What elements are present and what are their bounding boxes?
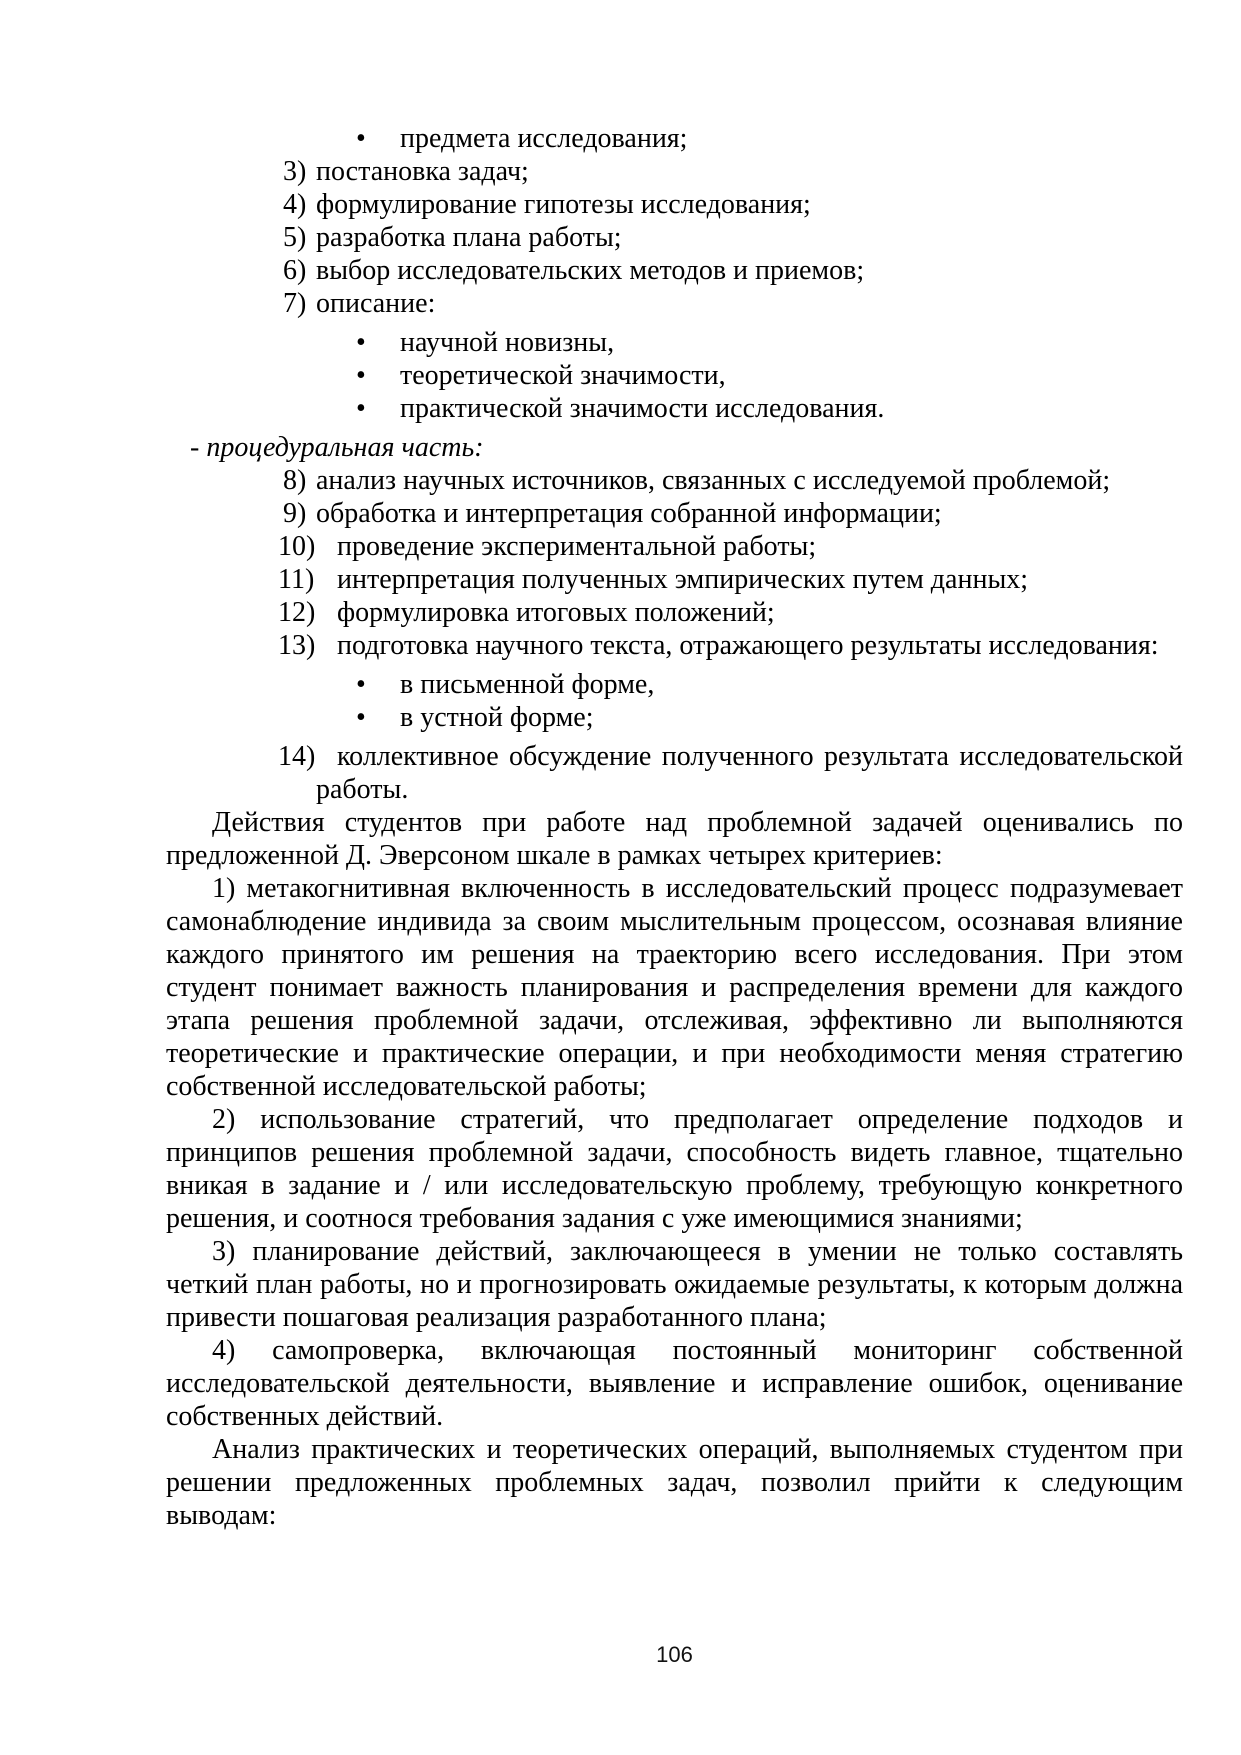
page-number: 106 bbox=[656, 1642, 693, 1667]
list-item-text: в письменной форме, bbox=[400, 669, 655, 700]
list-item-number: 13) bbox=[278, 630, 316, 661]
list-item bbox=[166, 629, 1183, 662]
list-item-text: подготовка научного текста, отражающего результаты исследования: bbox=[337, 630, 1159, 661]
list-item bbox=[166, 155, 1183, 188]
list-item bbox=[166, 188, 1183, 221]
list-item-number: 3) bbox=[283, 156, 307, 187]
list-item bbox=[166, 464, 1183, 497]
list-item-text: постановка задач; bbox=[316, 156, 529, 187]
list-item bbox=[166, 563, 1183, 596]
list-item bbox=[166, 497, 1183, 530]
paragraph-criterion-2: 2) использование стратегий, что предполагает определение подходов и принципов решения проблемной задачи, способность видеть главное, тщательно вникая в задание и / или исследовательскую проблему, требующую конкретного решения, и соотнося требования задания с уже имеющимися знаниями; bbox=[166, 1104, 1183, 1234]
numbered-list-procedural bbox=[166, 464, 1183, 662]
numbered-list-descriptive bbox=[166, 155, 1183, 320]
list-item-text: выбор исследовательских методов и приемов; bbox=[316, 255, 865, 286]
paragraph-conclusion-lead: Анализ практических и теоретических операций, выполняемых студентом при решении предложенных проблемных задач, позволил прийти к следующим выводам: bbox=[166, 1434, 1183, 1531]
list-item-number: 9) bbox=[283, 498, 307, 529]
list-item-number: 8) bbox=[283, 465, 307, 496]
list-item-number: 12) bbox=[278, 597, 316, 628]
list-item-text: разработка плана работы; bbox=[316, 222, 622, 253]
list-item-number: 5) bbox=[283, 222, 307, 253]
list-item-text: предмета исследования; bbox=[400, 123, 688, 154]
list-item bbox=[166, 668, 1183, 701]
list-item-text: проведение экспериментальной работы; bbox=[337, 531, 817, 562]
bullet-icon: • bbox=[356, 702, 366, 733]
list-item-number: 11) bbox=[278, 564, 315, 595]
section-label-procedural: - процедуральная часть: bbox=[190, 432, 484, 463]
paragraph-intro: Действия студентов при работе над проблемной задачей оценивались по предложенной Д. Эверсоном шкале в рамках четырех критериев: bbox=[166, 807, 1183, 871]
list-item-number: 14) bbox=[278, 741, 316, 772]
bullet-list-top bbox=[166, 122, 1183, 155]
bullet-icon: • bbox=[356, 327, 366, 358]
list-item bbox=[166, 221, 1183, 254]
page-content bbox=[166, 122, 1183, 1532]
bullet-icon: • bbox=[356, 360, 366, 391]
list-item bbox=[166, 392, 1183, 425]
paragraph-criterion-4: 4) самопроверка, включающая постоянный мониторинг собственной исследовательской деятельности, выявление и исправление ошибок, оценивание собственных действий. bbox=[166, 1335, 1183, 1432]
list-item-text: в устной форме; bbox=[400, 702, 594, 733]
list-item-text: формулировка итоговых положений; bbox=[337, 597, 775, 628]
list-item-text: теоретической значимости, bbox=[400, 360, 726, 391]
list-item-number: 6) bbox=[283, 255, 307, 286]
list-item-text: обработка и интерпретация собранной информации; bbox=[316, 498, 942, 529]
list-item-text: практической значимости исследования. bbox=[400, 393, 885, 424]
bullet-icon: • bbox=[356, 393, 366, 424]
list-item bbox=[166, 326, 1183, 359]
paragraph-criterion-3: 3) планирование действий, заключающееся в умении не только составлять четкий план работы, но и прогнозировать ожидаемые результаты, к которым должна привести пошаговая реализация разработанного плана; bbox=[166, 1236, 1183, 1333]
bullet-icon: • bbox=[356, 123, 366, 154]
list-item bbox=[166, 122, 1183, 155]
list-item-text: описание: bbox=[316, 288, 436, 319]
list-item bbox=[166, 701, 1183, 734]
list-item-text: коллективное обсуждение полученного результата исследовательской работы. bbox=[316, 741, 1183, 805]
list-item bbox=[166, 740, 1183, 806]
list-item bbox=[166, 287, 1183, 320]
list-item bbox=[166, 530, 1183, 563]
list-item-text: формулирование гипотезы исследования; bbox=[316, 189, 811, 220]
list-item-text: научной новизны, bbox=[400, 327, 615, 358]
bullet-list-forms bbox=[166, 668, 1183, 734]
list-item-text: анализ научных источников, связанных с исследуемой проблемой; bbox=[316, 465, 1111, 496]
list-item bbox=[166, 254, 1183, 287]
list-item bbox=[166, 359, 1183, 392]
paragraph-criterion-1: 1) метакогнитивная включенность в исследовательский процесс подразумевает самонаблюдение индивида за своим мыслительным процессом, осознавая влияние каждого принятого им решения на траекторию всего исследования. При этом студент понимает важность планирования и распределения времени для каждого этапа решения проблемной задачи, отслеживая, эффективно ли выполняются теоретические и практические операции, и при необходимости меняя стратегию собственной исследовательской работы; bbox=[166, 873, 1183, 1102]
list-item bbox=[166, 596, 1183, 629]
list-item-text: интерпретация полученных эмпирических путем данных; bbox=[337, 564, 1029, 595]
bullet-list-description bbox=[166, 326, 1183, 425]
list-item-number: 4) bbox=[283, 189, 307, 220]
list-item-number: 10) bbox=[278, 531, 316, 562]
list-item-number: 7) bbox=[283, 288, 307, 319]
bullet-icon: • bbox=[356, 669, 366, 700]
